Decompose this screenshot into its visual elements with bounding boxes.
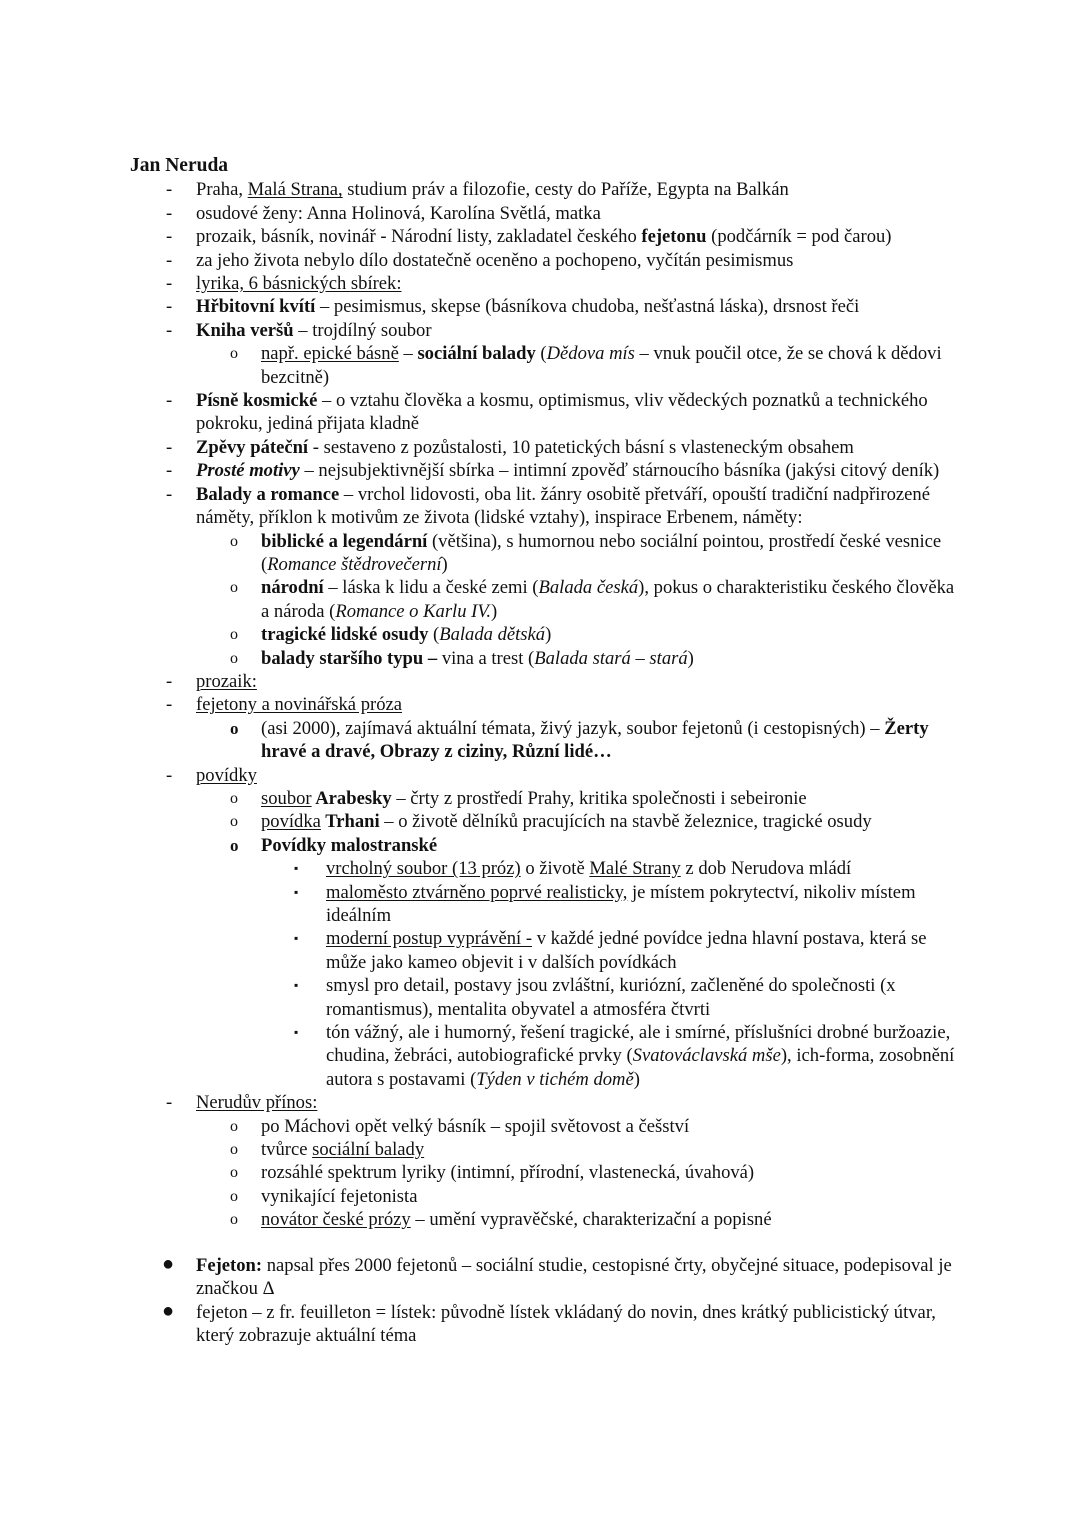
- circle-marker: o: [230, 835, 239, 855]
- dash-marker: -: [166, 390, 173, 412]
- dash-marker: -: [166, 179, 173, 201]
- bullet-item: ● fejeton – z fr. feuilleton = lístek: původně lístek vkládaný do novin, dnes krátký publicistický útvar, který zobrazuje aktuální téma: [162, 1299, 936, 1346]
- document-title: Jan Neruda: [130, 155, 229, 176]
- list-subitem: o tragické lidské osudy (Balada dětská): [230, 624, 552, 646]
- circle-marker: o: [230, 345, 238, 363]
- bullet-marker: ●: [162, 1299, 175, 1322]
- section-heading: lyrika, 6 básnických sbírek:: [196, 273, 402, 295]
- list-item: - Zpěvy páteční - sestaveno z pozůstalosti, 10 patetických básní s vlasteneckým obsahem: [166, 436, 854, 458]
- circle-marker: o: [230, 532, 238, 550]
- square-marker: ▪: [294, 1025, 299, 1040]
- list-item: - Balady a romance – vrchol lidovosti, oba lit. žánry osobitě přetváří, opouští tradiční nadpřirozené náměty, příklon k motivům ze života (lidské vztahy), inspirace Erbenem, náměty:: [166, 483, 930, 529]
- list-item: - osudové ženy: Anna Holinová, Karolína Světlá, matka: [166, 202, 601, 224]
- bullet-marker: ●: [162, 1252, 175, 1275]
- list-subitem: o tvůrce sociální balady: [230, 1139, 425, 1161]
- section-heading: povídky: [196, 764, 257, 786]
- circle-marker: o: [230, 718, 239, 738]
- list-subsubitem: ▪ vrcholný soubor (13 próz) o životě Malé Strany z dob Nerudova mládí: [294, 858, 852, 880]
- list-subsubitem: ▪ smysl pro detail, postavy jsou zvláštní, kuriózní, začleněné do společnosti (x romantismus), mentalita obyvatel a atmosféra čtvrti: [294, 975, 896, 1020]
- square-marker: ▪: [294, 978, 299, 993]
- list-subitem: o Povídky malostranské: [230, 834, 438, 856]
- dash-marker: -: [166, 460, 173, 482]
- circle-marker: o: [230, 1211, 238, 1229]
- dash-marker: -: [166, 436, 173, 458]
- square-marker: ▪: [294, 931, 299, 946]
- list-subitem: o novátor české prózy – umění vypravěčské, charakterizační a popisné: [230, 1209, 772, 1231]
- list-item: [130, 1091, 960, 1114]
- circle-marker: o: [230, 1141, 238, 1159]
- dash-marker: -: [166, 319, 173, 341]
- list-item: [130, 764, 960, 787]
- list-item: [130, 272, 960, 295]
- dash-marker: -: [166, 249, 173, 271]
- dash-marker: -: [166, 670, 173, 692]
- section-heading: fejetony a novinářská próza: [196, 694, 402, 716]
- list-item: [130, 670, 960, 693]
- bullet-item: ● Fejeton: napsal přes 2000 fejetonů – sociální studie, cestopisné črty, obyčejné situace, podepisoval je značkou Δ: [162, 1252, 952, 1300]
- dash-marker: -: [166, 1092, 173, 1114]
- list-item: - Kniha veršů – trojdílný soubor: [166, 319, 432, 341]
- list-subitem: o (asi 2000), zajímavá aktuální témata, živý jazyk, soubor fejetonů (i cestopisných) – Žerty hravé a dravé, Obrazy z ciziny, Různí lidé…: [230, 717, 929, 763]
- underlined-text: Malá Strana,: [247, 179, 343, 201]
- list-subitem: o soubor Arabesky – črty z prostředí Prahy, kritika společnosti i sebeironie: [230, 787, 807, 809]
- list-subitem: o např. epické básně – sociální balady (Dědova mís – vnuk poučil otce, že se chová k dědovi bezcitně): [230, 343, 942, 388]
- list-subitem: o národní – láska k lidu a české zemi (Balada česká), pokus o charakteristiku českého člověka a národa (Romance o Karlu IV.): [230, 577, 955, 622]
- dash-marker: -: [166, 202, 173, 224]
- section-heading: prozaik:: [196, 670, 257, 692]
- list-subitem: o po Máchovi opět velký básník – spojil světovost a češství: [230, 1115, 690, 1137]
- list-subitem: o biblické a legendární (většina), s humornou nebo sociální pointou, prostředí české vesnice (Romance štědrovečerní): [230, 530, 942, 575]
- dash-marker: -: [166, 226, 173, 248]
- square-marker: ▪: [294, 861, 299, 876]
- circle-marker: o: [230, 579, 238, 597]
- dash-marker: -: [166, 483, 173, 505]
- circle-marker: o: [230, 1117, 238, 1135]
- dash-marker: -: [166, 694, 173, 716]
- list-subsubitem: ▪ maloměsto ztvárněno poprvé realisticky, je místem pokrytectví, nikoliv místem ideálním: [294, 881, 916, 926]
- list-subitem: o povídka Trhani – o životě dělníků pracujících na stavbě železnice, tragické osudy: [230, 811, 872, 833]
- list-subsubitem: ▪ moderní postup vyprávění - v každé jedné povídce jedna hlavní postava, která se může jako kameo objevit i v dalších povídkách: [294, 928, 927, 973]
- list-subsubitem: ▪ tón vážný, ale i humorný, řešení tragické, ale i smírné, příslušníci drobné buržoazie, chudina, žebráci, autobiografické prvky (Svatováclavská mše), ich-forma, zosobnění autora s postavami (Týden v tichém domě): [294, 1022, 955, 1090]
- list-subitem: o rozsáhlé spektrum lyriky (intimní, přírodní, vlastenecká, úvahová): [230, 1162, 755, 1184]
- circle-marker: o: [230, 649, 238, 667]
- circle-marker: o: [230, 789, 238, 807]
- list-item: [130, 693, 960, 716]
- list-item: - za jeho života nebylo dílo dostatečně oceněno a pochopeno, vyčítán pesimismus: [166, 249, 794, 271]
- list-item: - Praha, Malá Strana, studium práv a filozofie, cesty do Paříže, Egypta na Balkán: [166, 179, 789, 201]
- list-subitem: o vynikající fejetonista: [230, 1185, 418, 1207]
- circle-marker: o: [230, 813, 238, 831]
- document-page: [130, 154, 960, 1347]
- dash-marker: -: [166, 764, 173, 786]
- list-item: - Prosté motivy – nejsubjektivnější sbírka – intimní zpověď stárnoucího básníka (jakýsi citový deník): [166, 460, 940, 482]
- spacer: [130, 1232, 960, 1254]
- square-marker: ▪: [294, 884, 299, 899]
- dash-marker: -: [166, 273, 173, 295]
- list-subitem: o balady staršího typu – vina a trest (Balada stará – stará): [230, 647, 694, 669]
- list-item: - Hřbitovní kvítí – pesimismus, skepse (básníkova chudoba, nešťastná láska), drsnost řeči: [166, 296, 860, 318]
- list-item: - Písně kosmické – o vztahu člověka a kosmu, optimismus, vliv vědeckých poznatků a technického pokroku, jediná přijata kladně: [166, 390, 928, 435]
- dash-marker: -: [166, 296, 173, 318]
- section-heading: Nerudův přínos:: [196, 1092, 318, 1114]
- circle-marker: o: [230, 1187, 238, 1205]
- circle-marker: o: [230, 1164, 238, 1182]
- circle-marker: o: [230, 626, 238, 644]
- list-item: - prozaik, básník, novinář - Národní listy, zakladatel českého fejetonu (podčárník = pod čarou): [166, 226, 892, 248]
